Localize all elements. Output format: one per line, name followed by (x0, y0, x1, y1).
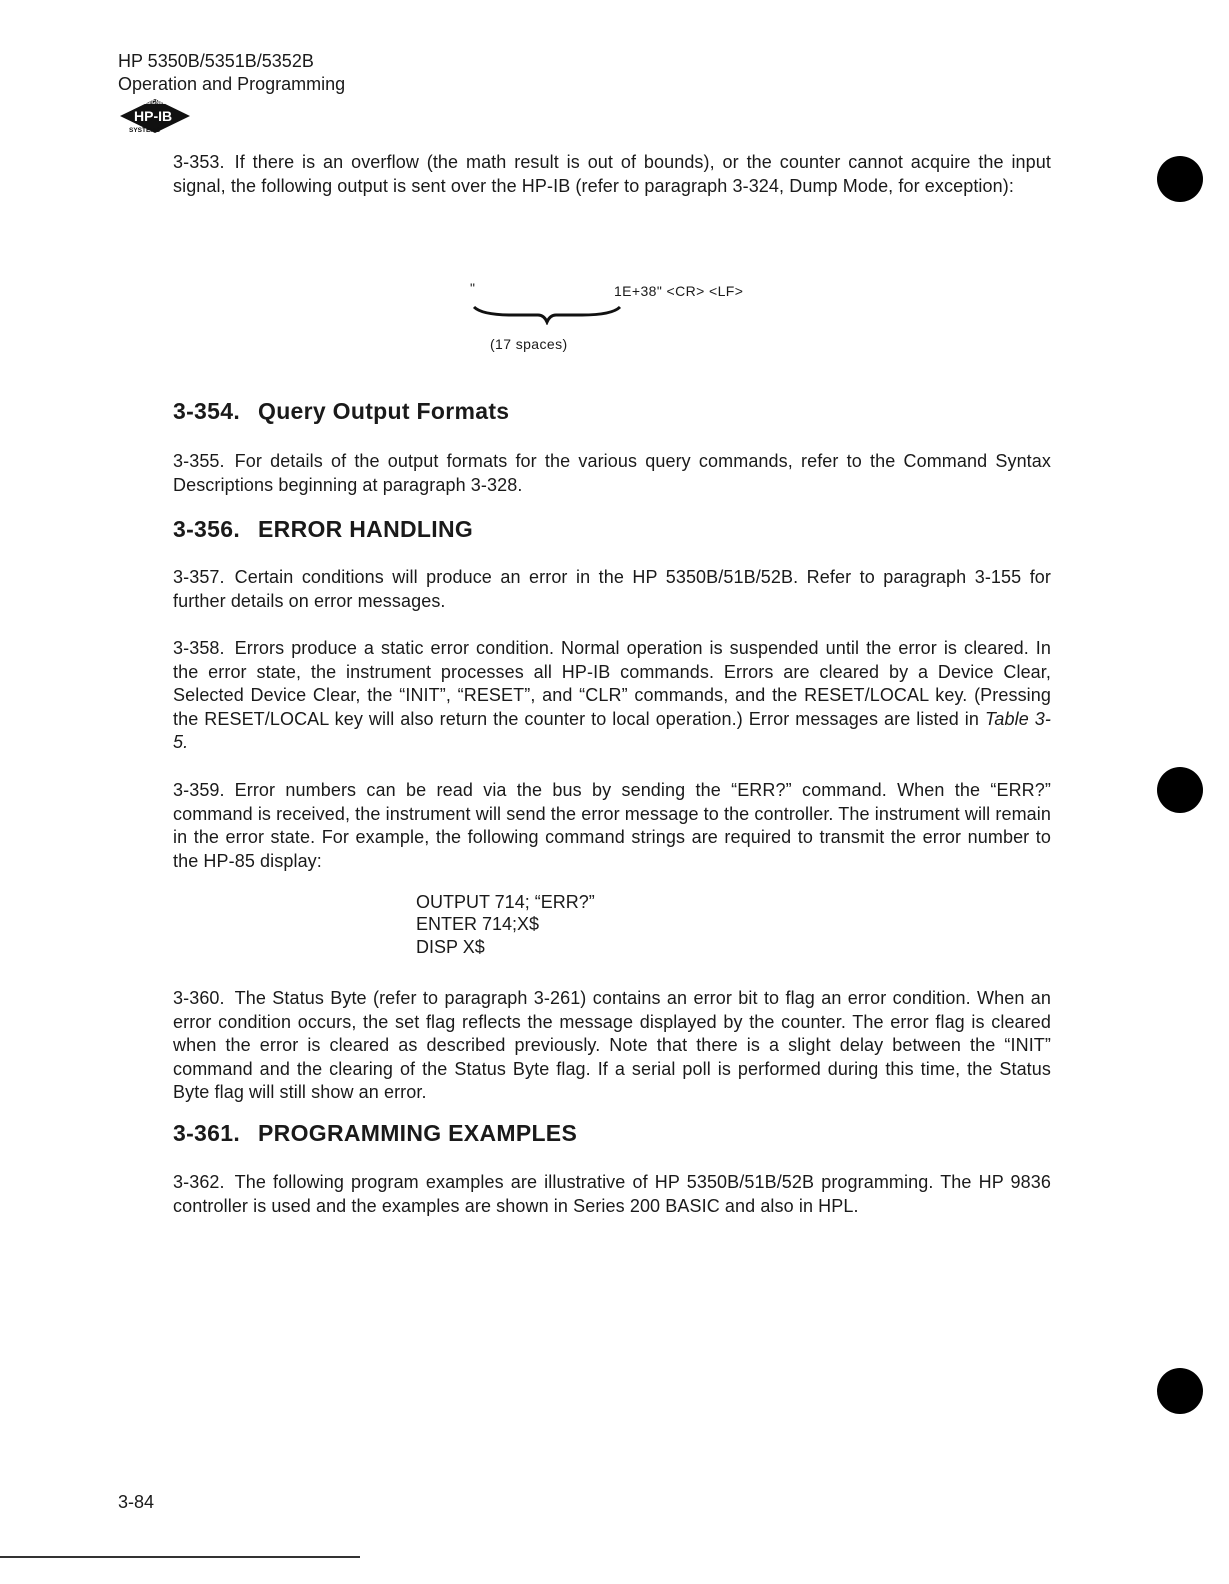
paragraph-text: For details of the output formats for the various query commands, refer to the Command Syntax Descriptions beginning at paragraph 3-328. (173, 451, 1051, 495)
paragraph-number: 3-359. (173, 780, 225, 800)
header-section: Operation and Programming (118, 74, 346, 94)
paragraph-3-355 (173, 450, 1051, 497)
paragraph-number: 3-355. (173, 451, 225, 471)
heading-number: 3-361. (173, 1120, 241, 1146)
logo-main-text: HP-IB (134, 108, 173, 124)
spaces-note: (17 spaces) (490, 336, 568, 352)
hp-ib-logo (116, 97, 194, 135)
paragraph-3-353 (173, 151, 1051, 198)
bottom-rule (0, 1556, 360, 1558)
paragraph-3-357 (173, 566, 1051, 613)
paragraph-number: 3-357. (173, 567, 225, 587)
heading-error-handling (173, 516, 473, 543)
overflow-output-value: 1E+38" <CR> <LF> (614, 283, 744, 299)
brace-icon (472, 303, 622, 325)
paragraph-number: 3-353. (173, 152, 225, 172)
punch-hole (1157, 156, 1203, 202)
paragraph-number: 3-358. (173, 638, 225, 658)
heading-programming-examples (173, 1120, 577, 1147)
paragraph-text: If there is an overflow (the math result is out of bounds), or the counter cannot acquire the input signal, the following output is sent over the HP-IB (refer to paragraph 3-324, Dump Mode, for exception): (173, 152, 1051, 196)
code-line-1: OUTPUT 714; “ERR?” (416, 892, 595, 912)
heading-title: PROGRAMMING EXAMPLES (258, 1120, 578, 1146)
heading-title: ERROR HANDLING (258, 516, 474, 542)
header-model: HP 5350B/5351B/5352B (118, 51, 314, 71)
code-line-2: ENTER 714;X$ (416, 914, 540, 934)
table-reference: Table 3-5. (173, 708, 1051, 752)
paragraph-text: The following program examples are illustrative of HP 5350B/51B/52B programming. The HP 9836 controller is used and the examples are shown in Series 200 BASIC and also in HPL. (173, 1172, 1051, 1216)
logo-bottom-text: SYSTEMS (129, 127, 161, 134)
heading-title: Query Output Formats (258, 398, 510, 424)
logo-top-text: DESIGNED FOR (140, 100, 179, 106)
paragraph-3-362 (173, 1171, 1051, 1218)
code-line-3: DISP X$ (416, 937, 485, 957)
punch-hole (1157, 1368, 1203, 1414)
paragraph-3-359 (173, 779, 1051, 873)
overflow-quote: " (470, 280, 476, 296)
paragraph-text: Certain conditions will produce an error in the HP 5350B/51B/52B. Refer to paragraph 3-155 for further details on error messages. (173, 567, 1051, 611)
paragraph-number: 3-360. (173, 988, 225, 1008)
paragraph-number: 3-362. (173, 1172, 225, 1192)
paragraph-3-358 (173, 637, 1051, 755)
paragraph-3-360 (173, 987, 1051, 1105)
paragraph-text: The Status Byte (refer to paragraph 3-261) contains an error bit to flag an error condition. When an error condition occurs, the set flag reflects the message displayed by the counter. The error flag is cleared when the error is cleared as described previously. Note that there is a slight delay between the “INIT” command and the clearing of the Status Byte flag. If a serial poll is performed during this time, the Status Byte flag will still show an error. (173, 988, 1051, 1102)
paragraph-text: Error numbers can be read via the bus by sending the “ERR?” command. When the “ERR?” command is received, the instrument will send the error message to the controller. The instrument will remain in the error state. For example, the following command strings are required to transmit the error number to the HP-85 display: (173, 780, 1051, 871)
paragraph-text: Errors produce a static error condition. Normal operation is suspended until the error is cleared. In the error state, the instrument processes all HP-IB commands. Errors are cleared by a Device Clear, Selected Device Clear, the “INIT”, “RESET”, and “CLR” commands, and the RESET/LOCAL key. (Pressing the RESET/LOCAL key will also return the counter to local operation.) Error messages are listed in (173, 638, 1051, 729)
heading-number: 3-356. (173, 516, 241, 542)
page-number: 3-84 (118, 1492, 155, 1512)
heading-query-output-formats (173, 398, 509, 425)
punch-hole (1157, 767, 1203, 813)
heading-number: 3-354. (173, 398, 241, 424)
